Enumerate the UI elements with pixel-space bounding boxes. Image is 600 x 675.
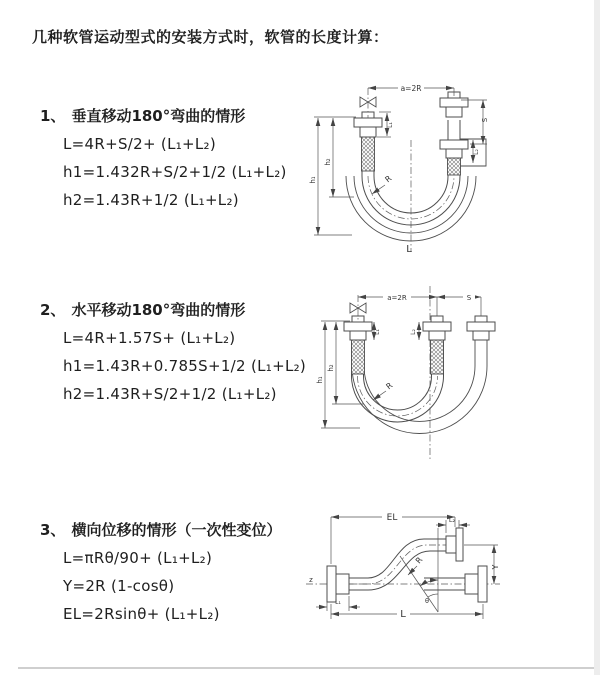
dim-label-a2r: a=2R xyxy=(400,84,422,93)
dim-label-l2: L₂ xyxy=(410,329,417,335)
dim-label-y: Y xyxy=(491,564,500,570)
dim-label-s: S xyxy=(481,117,489,123)
braided-hose-section xyxy=(362,137,375,171)
diagram-horizontal-180-bend xyxy=(295,280,595,460)
label-radius: R xyxy=(384,380,395,392)
dim-label-h1: h₁ xyxy=(316,376,324,384)
section-3-heading xyxy=(40,520,305,540)
dim-label-l1: L₁ xyxy=(335,599,341,606)
label-length: L xyxy=(400,609,406,620)
label-z-mark: z xyxy=(309,576,313,584)
dim-label-el: EL xyxy=(386,513,398,523)
section-1-heading xyxy=(40,106,305,126)
formula-line: Y=2R (1-cosθ) xyxy=(63,577,175,595)
formula-line: h1=1.432R+S/2+1/2 (L₁+L₂) xyxy=(63,163,287,181)
section-2-heading-text: 水平移动180°弯曲的情形 xyxy=(71,301,246,319)
dim-label-s: S xyxy=(466,294,472,302)
section-3 xyxy=(40,520,305,624)
hose-drawing xyxy=(352,286,488,460)
page-title: 几种软管运动型式的安装方式时，软管的长度计算： xyxy=(32,28,389,46)
section-2 xyxy=(40,300,305,404)
diagram-lateral-displacement xyxy=(300,505,600,650)
label-radius: R xyxy=(413,555,425,566)
flange xyxy=(327,566,336,602)
dim-label-l2: L₂ xyxy=(448,516,456,524)
flange xyxy=(456,528,463,561)
angle-construction xyxy=(400,528,438,612)
section-2-number: 2、 xyxy=(40,301,66,319)
braided-hose-section xyxy=(352,340,365,374)
formula-line: EL=2Rsinθ+ (L₁+L₂) xyxy=(63,605,220,623)
dim-label-a2r: a=2R xyxy=(387,294,407,302)
dim-label-h1: h₁ xyxy=(309,176,317,184)
dim-label-l1: L₁ xyxy=(374,329,381,335)
dim-label-l2: L₂ xyxy=(473,149,480,155)
formula-line: h1=1.43R+0.785S+1/2 (L₁+L₂) xyxy=(63,357,307,375)
scan-edge-shadow-right xyxy=(594,0,600,675)
braided-hose-section xyxy=(448,157,461,175)
scan-edge-shadow-bottom xyxy=(18,667,594,669)
formula-line: h2=1.43R+S/2+1/2 (L₁+L₂) xyxy=(63,385,277,403)
dim-label-h2: h₂ xyxy=(327,364,335,372)
label-radius: R xyxy=(383,173,394,185)
braided-hose-section xyxy=(431,340,444,374)
pipe-fittings xyxy=(344,295,495,340)
label-theta: θ xyxy=(425,597,429,605)
formula-line: L=4R+1.57S+ (L₁+L₂) xyxy=(63,329,236,347)
dim-label-l1: L₁ xyxy=(387,122,394,128)
section-1-heading-text: 垂直移动180°弯曲的情形 xyxy=(71,107,246,125)
formula-line: h2=1.43R+1/2 (L₁+L₂) xyxy=(63,191,239,209)
hose-drawing xyxy=(306,528,500,602)
formula-line: L=πRθ/90+ (L₁+L₂) xyxy=(63,549,213,567)
diagram-vertical-180-bend xyxy=(300,65,595,265)
formula-line: L=4R+S/2+ (L₁+L₂) xyxy=(63,135,217,153)
section-3-heading-text: 横向位移的情形（一次性变位） xyxy=(71,521,282,539)
flange xyxy=(478,566,487,602)
dimensions xyxy=(309,511,500,620)
section-1-number: 1、 xyxy=(40,107,66,125)
label-length: L xyxy=(406,244,412,255)
dim-label-h2: h₂ xyxy=(324,158,332,166)
section-3-number: 3、 xyxy=(40,521,66,539)
section-2-heading xyxy=(40,300,305,320)
section-1 xyxy=(40,106,305,210)
